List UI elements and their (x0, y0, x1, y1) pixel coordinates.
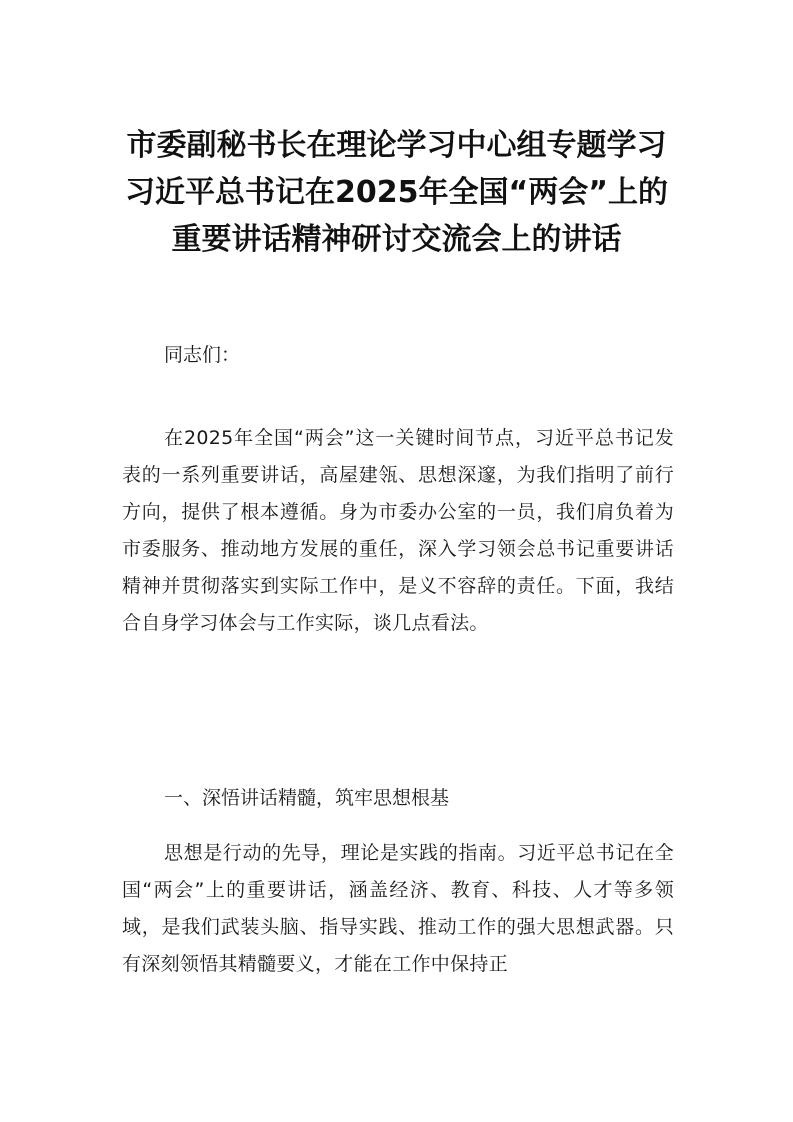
title-line-2: 习近平总书记在2025年全国“两会”上的 (125, 175, 668, 210)
salutation: 同志们： (164, 344, 241, 366)
document-title (110, 122, 683, 263)
paragraph-intro: 在2025年全国“两会”这一关键时间节点，习近平总书记发表的一系列重要讲话，高屋建瓴、思想深邃，为我们指明了前行方向，提供了根本遵循。身为市委办公室的一员，我们肩负着为市委服务、推动地方发展的重任，深入学习领会总书记重要讲话精神并贯彻落实到实际工作中，是义不容辞的责任。下面，我结合自身学习体会与工作实际，谈几点看法。 (122, 427, 674, 634)
title-line-1: 市委副秘书长在理论学习中心组专题学习 (126, 128, 667, 163)
title-line-3: 重要讲话精神研讨交流会上的讲话 (171, 222, 622, 257)
section-heading-1: 一、深悟讲话精髓，筑牢思想根基 (164, 787, 450, 809)
paragraph-section-1: 思想是行动的先导，理论是实践的指南。习近平总书记在全国“两会”上的重要讲话，涵盖经济、教育、科技、人才等多领域，是我们武装头脑、指导实践、推动工作的强大思想武器。只有深刻领悟其精髓要义，才能在工作中保持正 (122, 842, 674, 975)
